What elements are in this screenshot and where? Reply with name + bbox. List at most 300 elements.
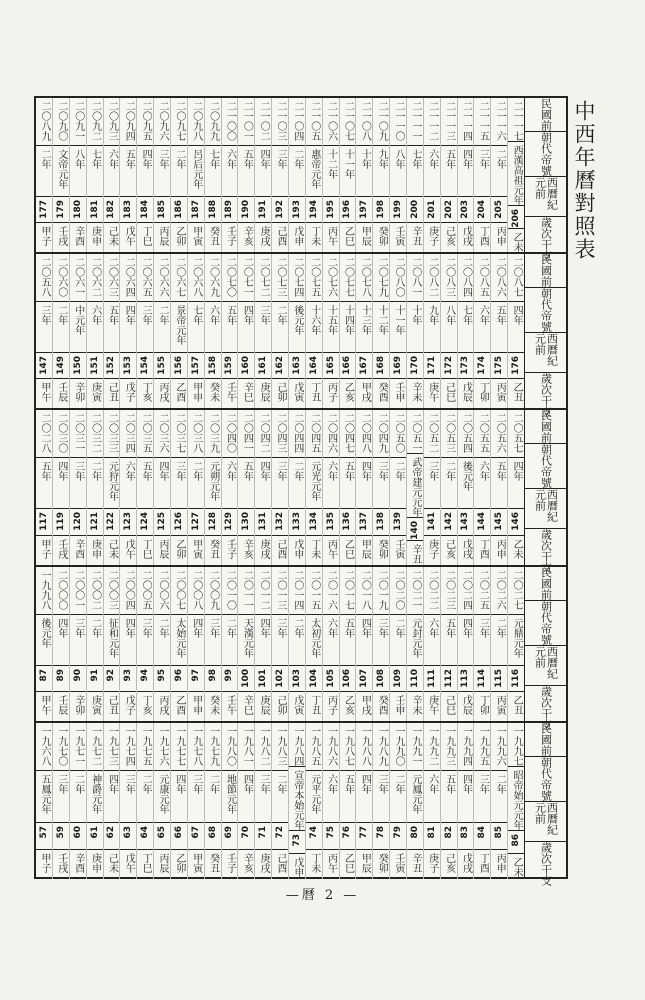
ce-year-cell-text: 131: [258, 512, 269, 532]
ganzhi-cell-text: 甲戌: [359, 382, 371, 403]
ganzhi-cell: [458, 536, 474, 565]
ganzhi-cell-text: 庚辰: [258, 694, 270, 715]
ce-year-cell: [104, 353, 120, 379]
minguo-cell-text: 二〇九四: [123, 101, 135, 141]
row-header-ce: [525, 333, 566, 373]
era-cell-text: 五年: [140, 461, 152, 482]
year-column: [389, 723, 406, 879]
minguo-cell-text: 二〇四三: [275, 413, 287, 454]
minguo-cell-text: 二〇七八: [359, 257, 371, 298]
ce-year-cell: [120, 509, 136, 535]
year-column: [204, 254, 221, 408]
minguo-cell: [255, 254, 271, 302]
minguo-cell-text: 二〇九七: [173, 101, 185, 141]
ce-year-cell: [154, 666, 170, 692]
ce-year-cell-text: 136: [342, 512, 353, 532]
ganzhi-cell-text: 丁未: [308, 538, 320, 559]
era-cell-text: 征和元年: [106, 617, 118, 658]
era-cell: [407, 615, 423, 666]
era-cell: [154, 302, 170, 353]
minguo-cell: [238, 410, 254, 458]
minguo-cell: [36, 567, 52, 615]
ganzhi-cell-text: 丙午: [325, 538, 337, 559]
ce-year-cell: [373, 353, 389, 379]
era-cell: [154, 458, 170, 509]
minguo-cell-text: 一九六八: [39, 725, 50, 766]
ce-year-cell: [222, 823, 238, 850]
minguo-cell-text: 二〇一三: [275, 569, 287, 610]
ganzhi-cell-text: 乙卯: [173, 226, 185, 247]
year-column: [36, 723, 52, 879]
minguo-cell-text: 一九七一: [72, 725, 84, 766]
minguo-cell-text: 二〇一九: [376, 569, 388, 610]
ganzhi-cell: [120, 850, 136, 879]
era-cell-text: 十五年: [325, 305, 337, 336]
ce-year-cell-text: 157: [190, 356, 201, 375]
era-cell: [238, 615, 254, 666]
year-column: [473, 723, 490, 879]
ganzhi-cell-text: 戊申: [291, 538, 303, 559]
year-column: [237, 98, 254, 252]
era-cell-text: 九年: [426, 305, 438, 326]
era-cell-text: 六年: [325, 774, 337, 795]
minguo-cell: [508, 254, 524, 302]
ce-year-cell-text: 80: [409, 826, 420, 839]
ganzhi-cell-text: 壬子: [224, 538, 236, 559]
ce-year-cell-text: 70: [241, 826, 252, 839]
ce-year-cell-text: 96: [173, 668, 184, 682]
era-cell-text: 四年: [359, 617, 371, 638]
row-header-label: 朝代帝號: [539, 600, 553, 645]
ce-year-cell-text: 99: [224, 668, 235, 682]
minguo-cell: [272, 410, 288, 458]
era-cell: [373, 771, 389, 823]
year-column: [490, 723, 507, 879]
era-cell-text: 五年: [224, 305, 236, 326]
minguo-cell: [53, 254, 69, 302]
ganzhi-cell-text: 癸丑: [207, 226, 219, 247]
year-column: [440, 98, 457, 252]
minguo-cell-text: 二〇九九: [207, 101, 219, 141]
era-cell-text: 太初元年: [308, 617, 320, 658]
ce-year-cell: [474, 666, 490, 692]
era-cell-text: 五年: [494, 461, 506, 482]
minguo-cell: [508, 567, 524, 615]
minguo-cell-text: 二一一三: [443, 101, 455, 141]
era-cell-text: 六年: [224, 461, 236, 482]
era-cell-text: 六年: [426, 617, 438, 638]
ganzhi-cell: [255, 223, 271, 252]
minguo-cell-text: 二〇七五: [308, 257, 320, 298]
minguo-cell-text: 二〇七九: [376, 257, 388, 298]
ce-year-cell: [508, 206, 524, 229]
minguo-cell: [154, 567, 170, 615]
ganzhi-cell: [70, 223, 86, 252]
ce-year-cell: [474, 353, 490, 379]
minguo-cell: [104, 410, 120, 458]
minguo-cell-text: 二一一四: [460, 101, 472, 141]
year-column: [507, 254, 524, 408]
row-header-label: 民國前: [539, 410, 553, 444]
minguo-cell-text: 二〇五五: [477, 413, 489, 454]
ganzhi-cell-text: 己未: [106, 226, 118, 247]
year-column: [423, 98, 440, 252]
ganzhi-cell: [255, 850, 271, 879]
ganzhi-cell: [323, 850, 339, 879]
ganzhi-cell-text: 乙酉: [173, 382, 185, 403]
ce-year-cell-text: 104: [308, 668, 319, 688]
ce-year-cell: [458, 823, 474, 850]
row-header-ce: [525, 646, 566, 686]
ganzhi-cell: [36, 379, 52, 408]
ce-year-cell-text: 179: [55, 199, 66, 219]
ce-year-cell: [255, 353, 271, 379]
ce-year-cell: [120, 353, 136, 379]
ce-year-cell-text: 120: [72, 512, 83, 532]
minguo-cell: [407, 567, 423, 615]
ce-year-cell: [373, 509, 389, 535]
era-cell: [390, 302, 406, 353]
year-column: [473, 567, 490, 721]
ganzhi-cell: [424, 223, 440, 252]
ganzhi-cell-text: 庚寅: [89, 694, 101, 715]
era-cell-text: 五年: [443, 148, 455, 169]
ce-year-cell-text: 115: [494, 668, 505, 688]
year-column: [237, 254, 254, 408]
ce-year-cell: [289, 353, 305, 379]
year-column: [271, 98, 288, 252]
ce-year-cell-text: 77: [359, 826, 370, 839]
year-column: [136, 254, 153, 408]
year-column: [103, 98, 120, 252]
era-cell: [70, 771, 86, 823]
ce-year-cell-text: 123: [123, 512, 134, 532]
minguo-cell: [154, 254, 170, 302]
minguo-cell: [407, 723, 423, 772]
era-cell-text: 三年: [72, 617, 84, 638]
era-cell-text: 六年: [89, 305, 101, 326]
era-cell-text: 二年: [157, 617, 169, 638]
ganzhi-cell: [491, 223, 507, 252]
era-cell-text: 四年: [460, 148, 472, 169]
era-cell: [70, 458, 86, 509]
ce-year-cell: [120, 197, 136, 223]
ganzhi-cell-text: 壬寅: [393, 852, 405, 873]
ganzhi-cell: [340, 379, 356, 408]
era-cell: [120, 615, 136, 666]
minguo-cell: [390, 567, 406, 615]
ganzhi-cell: [238, 379, 254, 408]
minguo-cell: [188, 723, 204, 772]
year-column: [473, 254, 490, 408]
minguo-cell-text: 二〇三七: [173, 413, 185, 454]
ganzhi-cell: [154, 536, 170, 565]
ce-year-cell-text: 69: [224, 826, 235, 839]
ce-year-cell: [137, 823, 153, 850]
minguo-cell-text: 二〇〇四: [123, 569, 135, 610]
ganzhi-cell-text: 丁未: [308, 852, 320, 873]
year-column: [406, 98, 423, 252]
minguo-cell: [222, 254, 238, 302]
minguo-cell-text: 二一一七: [511, 101, 523, 141]
era-cell-text: 三年: [140, 305, 152, 326]
minguo-cell-text: 二〇二八: [39, 413, 50, 454]
minguo-cell-text: 二〇六九: [207, 257, 219, 298]
year-column: [52, 98, 69, 252]
ce-year-cell: [373, 197, 389, 223]
year-column: [389, 98, 406, 252]
ganzhi-cell: [407, 379, 423, 408]
era-cell: [474, 615, 490, 666]
minguo-cell: [188, 98, 204, 146]
ganzhi-cell-text: 戊戌: [460, 226, 472, 247]
ganzhi-cell: [154, 850, 170, 879]
year-column: [86, 723, 103, 879]
year-column: [36, 254, 52, 408]
minguo-cell: [171, 254, 187, 302]
ganzhi-cell-text: 癸酉: [376, 382, 388, 403]
ce-year-cell-text: 194: [308, 199, 319, 219]
era-cell-text: 元朔元年: [207, 461, 219, 502]
ce-year-cell-text: 113: [460, 668, 471, 688]
ce-year-cell: [188, 509, 204, 535]
ganzhi-cell-text: 己未: [106, 538, 118, 559]
ganzhi-cell: [188, 536, 204, 565]
era-cell-text: 二年: [443, 461, 455, 482]
era-cell-text: 二年: [291, 461, 303, 482]
ce-year-cell-text: 203: [460, 199, 471, 219]
era-cell: [222, 302, 238, 353]
ce-year-cell-text: 184: [140, 199, 151, 219]
minguo-cell: [289, 567, 305, 615]
era-cell-text: 天漢元年: [241, 617, 253, 658]
ce-year-cell-text: 85: [494, 826, 505, 839]
era-cell: [120, 302, 136, 353]
minguo-cell-text: 二〇四二: [258, 413, 270, 454]
era-cell-text: 四年: [173, 774, 185, 795]
era-cell-text: 三年: [477, 617, 489, 638]
era-cell: [340, 771, 356, 823]
era-cell-text: 二年: [173, 148, 185, 169]
year-column: [305, 723, 322, 879]
ce-year-cell: [238, 197, 254, 223]
era-cell: [340, 615, 356, 666]
ce-year-cell-text: 200: [409, 199, 420, 219]
ganzhi-cell-text: 戊午: [123, 538, 135, 559]
minguo-cell: [188, 567, 204, 615]
era-cell: [390, 615, 406, 666]
minguo-cell-text: 二〇四〇: [224, 413, 236, 454]
page-title: 中西年曆對照表: [572, 100, 596, 261]
ce-year-cell-text: 82: [443, 826, 454, 839]
year-column: [339, 98, 356, 252]
row-header-label: 歲次干支: [539, 529, 553, 574]
ganzhi-cell: [306, 850, 322, 879]
minguo-cell: [289, 98, 305, 146]
ganzhi-cell: [272, 379, 288, 408]
year-column: [288, 98, 305, 252]
ce-year-cell: [104, 666, 120, 692]
ganzhi-cell-text: 戊午: [123, 226, 135, 247]
ganzhi-cell: [205, 850, 221, 879]
ganzhi-cell: [104, 692, 120, 721]
ganzhi-cell: [441, 536, 457, 565]
minguo-cell: [188, 254, 204, 302]
ce-year-cell: [289, 197, 305, 223]
ganzhi-cell-text: 丁丑: [308, 694, 320, 715]
era-cell-text: 四年: [359, 774, 371, 795]
minguo-cell-text: 一九七六: [157, 725, 169, 766]
era-cell-text: 四年: [241, 305, 253, 326]
minguo-cell: [53, 98, 69, 146]
ce-year-cell: [188, 666, 204, 692]
ganzhi-cell-text: 辛未: [409, 382, 421, 403]
year-column: [119, 723, 136, 879]
year-column: [187, 567, 204, 721]
ce-year-cell: [323, 509, 339, 535]
ce-year-cell: [238, 823, 254, 850]
ganzhi-cell-text: 辛丑: [409, 852, 421, 873]
era-cell: [340, 146, 356, 197]
minguo-cell: [205, 410, 221, 458]
minguo-cell-text: 二〇九二: [89, 101, 101, 141]
era-cell: [137, 771, 153, 823]
ganzhi-cell-text: 丁未: [308, 226, 320, 247]
minguo-cell: [205, 567, 221, 615]
ganzhi-cell-text: 甲寅: [190, 226, 202, 247]
ganzhi-cell: [53, 692, 69, 721]
minguo-cell-text: 二〇六〇: [55, 257, 67, 298]
year-column: [153, 98, 170, 252]
minguo-cell: [474, 567, 490, 615]
era-cell-text: 四年: [140, 148, 152, 169]
minguo-cell-text: 二〇二五: [477, 569, 489, 610]
year-column: [339, 254, 356, 408]
ganzhi-cell: [53, 850, 69, 879]
ce-year-cell: [255, 666, 271, 692]
minguo-cell-text: 二〇一四: [291, 569, 303, 610]
year-column: [69, 723, 86, 879]
minguo-cell-text: 二〇〇九: [207, 569, 219, 610]
ce-year-cell-text: 64: [140, 826, 151, 839]
ce-year-cell-text: 204: [477, 199, 488, 219]
ce-year-cell: [458, 353, 474, 379]
ce-year-cell: [441, 823, 457, 850]
era-cell-text: 地節元年: [224, 774, 236, 815]
era-cell-text: 三年: [173, 461, 185, 482]
minguo-cell-text: 二〇九五: [140, 101, 152, 141]
minguo-cell-text: 二〇三八: [190, 413, 202, 454]
year-column: [305, 254, 322, 408]
ce-year-cell: [171, 509, 187, 535]
minguo-cell-text: 一九八五: [308, 725, 320, 766]
ce-year-cell-text: 92: [106, 668, 117, 682]
year-column: [69, 98, 86, 252]
ce-year-cell-text: 74: [308, 826, 319, 839]
minguo-cell: [424, 254, 440, 302]
era-cell: [407, 146, 423, 197]
ce-year-cell: [306, 666, 322, 692]
ganzhi-cell: [390, 223, 406, 252]
era-cell-text: 元光元年: [308, 461, 320, 502]
year-column: [322, 567, 339, 721]
minguo-cell: [458, 98, 474, 146]
era-cell: [474, 458, 490, 509]
era-cell: [154, 146, 170, 197]
year-column: [221, 254, 238, 408]
ce-year-cell: [356, 509, 372, 535]
minguo-cell: [491, 98, 507, 146]
ganzhi-cell-text: 丁亥: [140, 694, 152, 715]
ganzhi-cell: [205, 223, 221, 252]
era-cell-text: 二年: [291, 148, 303, 169]
minguo-cell-text: 一九七〇: [55, 725, 67, 766]
year-column: [305, 567, 322, 721]
era-cell: [104, 146, 120, 197]
ce-year-cell-text: 86: [511, 833, 522, 847]
row-header-era: [525, 288, 566, 333]
row-headers: [524, 98, 566, 261]
era-cell-text: 四年: [511, 461, 523, 482]
era-cell-text: 元康元年: [157, 774, 169, 815]
era-cell-text: 三年: [207, 617, 219, 638]
minguo-cell: [238, 723, 254, 772]
minguo-cell: [340, 98, 356, 146]
era-cell: [137, 458, 153, 509]
year-column: [389, 567, 406, 721]
minguo-cell-text: 二一一六: [494, 101, 506, 141]
minguo-cell-text: 二〇〇八: [190, 569, 202, 610]
ce-year-cell: [458, 666, 474, 692]
ganzhi-cell-text: 己巳: [443, 694, 455, 715]
minguo-cell-text: 二〇四一: [241, 413, 253, 454]
ce-year-cell-text: 61: [89, 826, 100, 839]
era-cell: [491, 302, 507, 353]
ce-year-cell-text: 68: [207, 826, 218, 839]
minguo-cell-text: 二〇二二: [426, 569, 438, 610]
ce-year-cell: [205, 666, 221, 692]
ganzhi-cell: [272, 223, 288, 252]
ganzhi-cell-text: 乙丑: [511, 382, 523, 403]
ganzhi-cell-text: 乙酉: [173, 694, 185, 715]
era-cell: [171, 771, 187, 823]
minguo-cell: [356, 254, 372, 302]
ganzhi-cell-text: 壬戌: [55, 852, 67, 873]
era-cell: [205, 771, 221, 823]
era-cell-text: 九年: [376, 148, 388, 169]
minguo-cell: [137, 254, 153, 302]
ce-year-cell-text: 133: [291, 512, 302, 532]
ganzhi-cell-text: 癸酉: [376, 694, 388, 715]
year-column: [322, 410, 339, 564]
ce-year-cell-text: 119: [55, 512, 66, 532]
ganzhi-cell: [424, 536, 440, 565]
year-column: [507, 567, 524, 721]
minguo-cell-text: 二一一二: [426, 101, 438, 141]
minguo-cell: [87, 98, 103, 146]
era-cell: [104, 615, 120, 666]
ce-year-cell-text: 106: [342, 668, 353, 688]
minguo-cell-text: 二〇〇五: [140, 569, 152, 610]
era-cell-text: 五年: [443, 774, 455, 795]
ce-year-cell: [137, 197, 153, 223]
era-cell-text: 十年: [409, 305, 421, 326]
ganzhi-cell: [205, 379, 221, 408]
minguo-cell-text: 二〇〇二: [89, 569, 101, 610]
year-column: [136, 98, 153, 252]
ce-year-cell: [458, 509, 474, 535]
ganzhi-cell: [188, 379, 204, 408]
